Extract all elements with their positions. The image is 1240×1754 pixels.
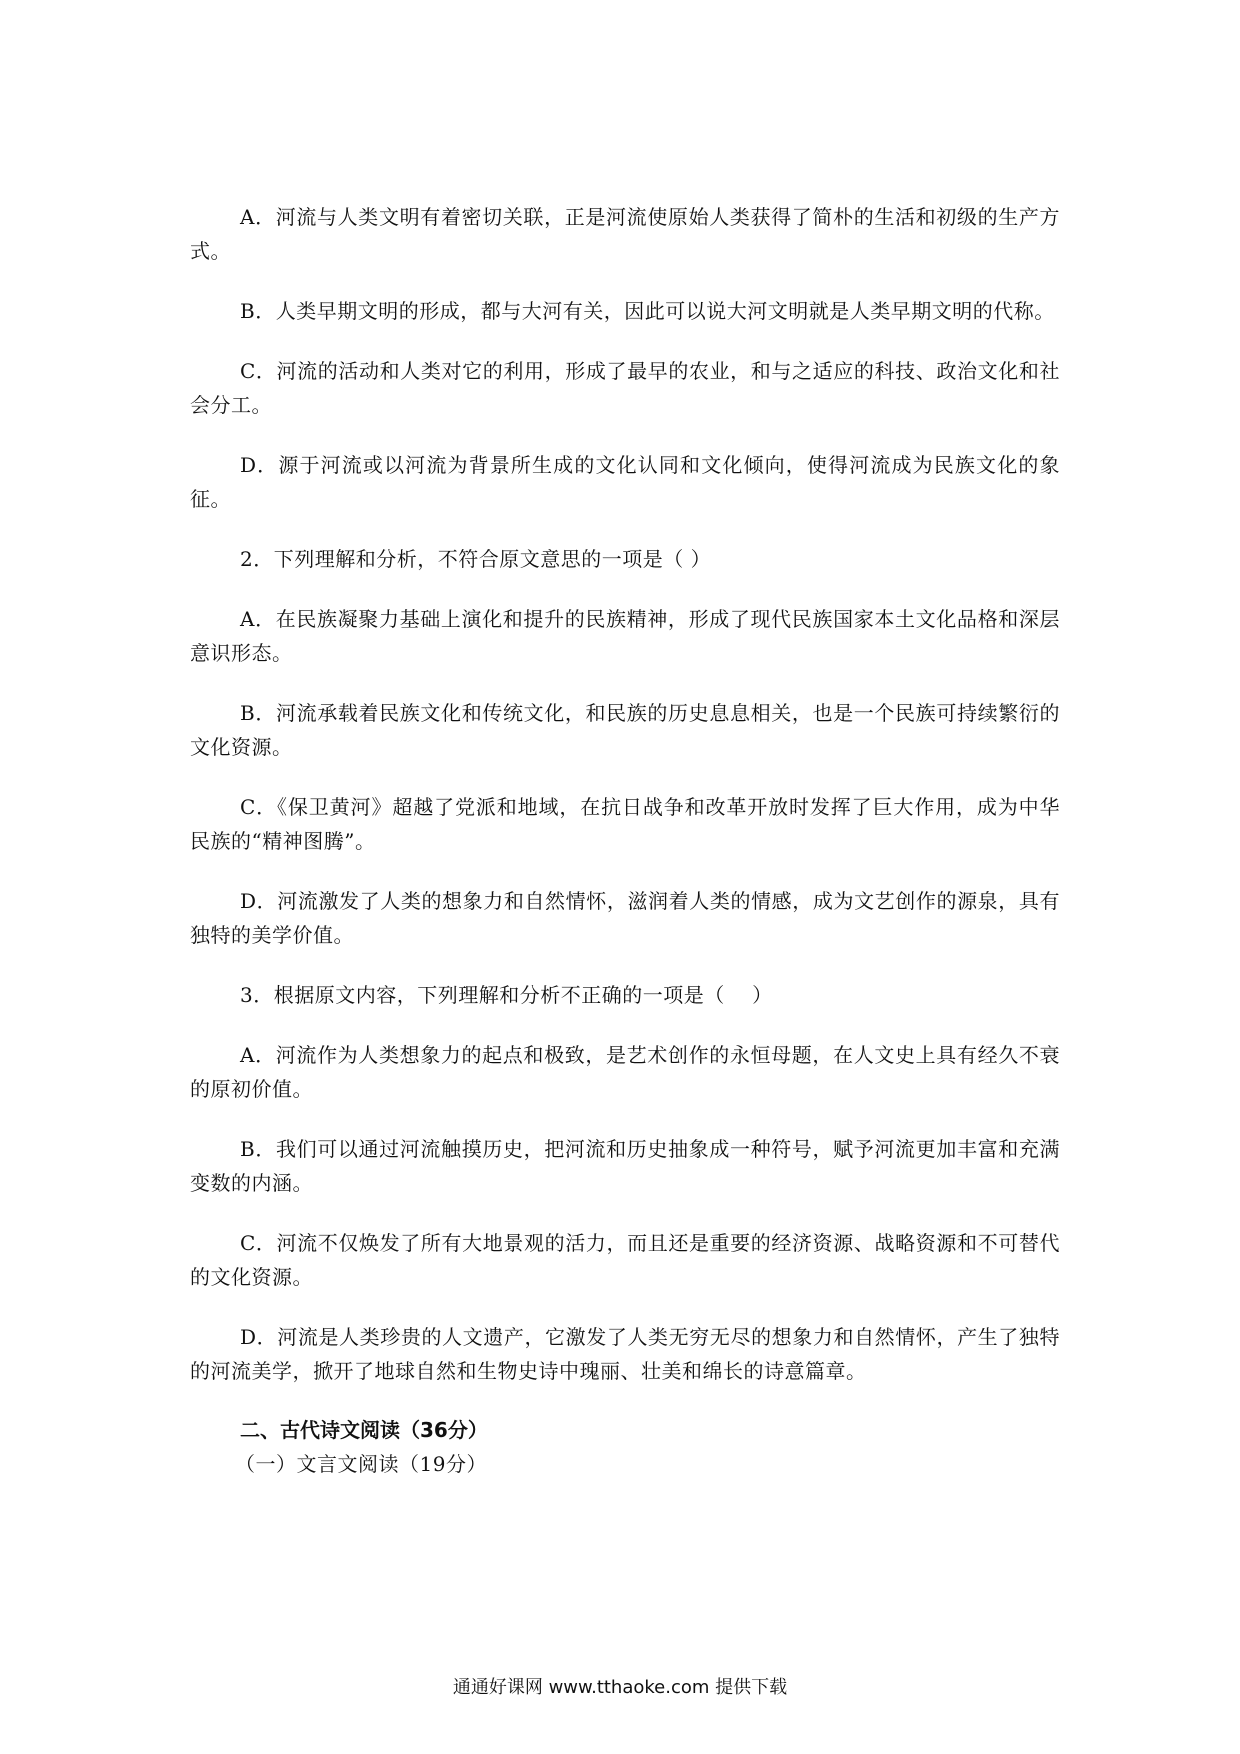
q3-option-d: D．河流是人类珍贵的人文遗产，它激发了人类无穷无尽的想象力和自然情怀，产生了独特的河流美学，掀开了地球自然和生物史诗中瑰丽、壮美和绵长的诗意篇章。 [190,1325,1060,1383]
q1-option-c: C．河流的活动和人类对它的利用，形成了最早的农业，和与之适应的科技、政治文化和社会分工。 [190,359,1060,417]
q2-option-d: D．河流激发了人类的想象力和自然情怀，滋润着人类的情感，成为文艺创作的源泉，具有独特的美学价值。 [190,889,1060,947]
q3-option-a: A．河流作为人类想象力的起点和极致，是艺术创作的永恒母题，在人文史上具有经久不衰的原初价值。 [190,1043,1060,1101]
subsection-heading: （一）文言文阅读（19分） [235,1452,487,1476]
section-heading: 二、古代诗文阅读（36分） [240,1418,488,1442]
q2-option-c: C．《保卫黄河》超越了党派和地域，在抗日战争和改革开放时发挥了巨大作用，成为中华民族的“精神图腾”。 [190,795,1060,853]
q3-option-c: C．河流不仅焕发了所有大地景观的活力，而且还是重要的经济资源、战略资源和不可替代的文化资源。 [190,1231,1060,1289]
question-2: 2．下列理解和分析，不符合原文意思的一项是（ ） [240,547,712,571]
page-footer: 通通好课网 www.tthaoke.com 提供下载 [452,1677,788,1698]
q1-option-b: B．人类早期文明的形成，都与大河有关，因此可以说大河文明就是人类早期文明的代称。 [240,299,1055,323]
q2-option-b: B．河流承载着民族文化和传统文化，和民族的历史息息相关，也是一个民族可持续繁衍的文化资源。 [190,701,1060,759]
question-3: 3．根据原文内容，下列理解和分析不正确的一项是（ ） [240,983,773,1007]
document-content [190,200,1060,1480]
q1-option-d: D．源于河流或以河流为背景所生成的文化认同和文化倾向，使得河流成为民族文化的象征。 [190,453,1060,511]
q1-option-a: A．河流与人类文明有着密切关联，正是河流使原始人类获得了简朴的生活和初级的生产方式。 [190,205,1060,263]
q2-option-a: A．在民族凝聚力基础上演化和提升的民族精神，形成了现代民族国家本土文化品格和深层意识形态。 [190,607,1060,665]
q3-option-b: B．我们可以通过河流触摸历史，把河流和历史抽象成一种符号，赋予河流更加丰富和充满变数的内涵。 [190,1137,1060,1195]
